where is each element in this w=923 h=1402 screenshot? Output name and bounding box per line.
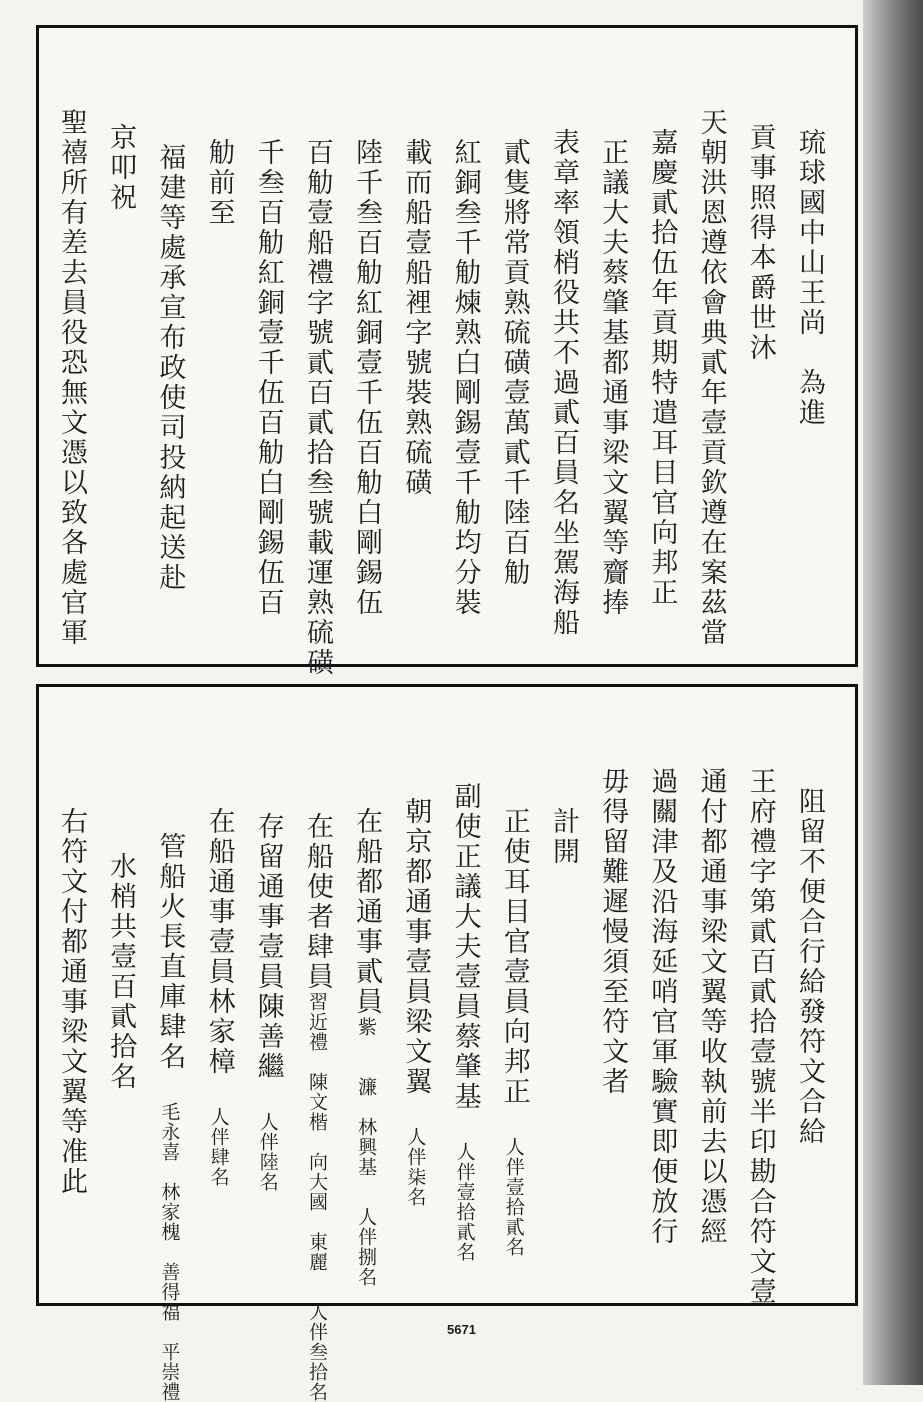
column-note: 人伴叁拾名 [305,1302,328,1402]
text-column [639,687,683,1303]
column-text: 載而船壹船裡字號裝熟硫磺 [400,138,432,498]
column-text: 在船通事壹員林家樟 [203,807,235,1077]
text-column [197,28,241,664]
document-panel-top [36,25,858,678]
sub-names: 習近禮 陳文楷 向大國 東麗 [305,992,328,1272]
column-text: 貳隻將常貢熟硫磺壹萬貳千陸百觔 [498,138,530,588]
column-text: 計開 [547,807,579,867]
text-column [443,687,487,1303]
column-text: 紅銅叁千觔煉熟白剛錫壹千觔均分裝 [449,138,481,618]
column-note: 毛永喜 林家槐 善得福 平崇禮 [158,1102,181,1402]
column-text: 存留通事壹員陳善繼 [252,812,284,1082]
column-note: 人伴壹拾貳名 [453,1142,476,1262]
column-text: 毋得留難遲慢須至符文者 [597,767,629,1097]
column-text: 百觔壹船禮字號貳百貳拾叁號載運熟硫磺 [301,138,333,678]
column-text: 聖禧所有差去員役恐無文憑以致各處官軍 [55,108,87,648]
column-text: 天朝洪恩遵依會典貳年壹貢欽遵在案茲當 [695,108,727,648]
text-column [689,28,733,664]
text-column [246,687,290,1303]
text-column [541,687,585,1303]
text-column [98,28,142,664]
column-note: 人伴肆名 [207,1107,230,1187]
column-text: 正使耳目官壹員向邦正 [498,807,530,1107]
text-column [147,687,191,1402]
column-note: 人伴捌名 [355,1207,378,1287]
text-column [147,28,191,664]
text-column [590,28,634,664]
text-column [738,687,782,1307]
text-column [393,687,437,1303]
column-text: 福建等處承宣布政使司投納起送赴 [154,143,186,593]
column-note: 人伴陸名 [256,1112,279,1192]
column-note: 人伴壹拾貳名 [502,1137,525,1257]
text-column [98,687,142,1303]
column-text: 朝京都通事壹員梁文翼 [400,797,432,1097]
text-column [443,28,487,664]
text-column [689,687,733,1303]
text-column [295,28,339,678]
text-column [639,28,683,664]
column-text: 觔前至 [203,138,235,228]
text-column [197,687,241,1303]
text-column [344,687,388,1303]
page-number: 5671 [447,1322,476,1337]
text-column [344,28,388,664]
text-column [492,28,536,664]
text-column [787,687,831,1303]
column-text: 陸千叁百觔紅銅壹千伍百觔白剛錫伍 [351,138,383,618]
text-columns [39,28,855,678]
column-text: 阻留不便合行給發符文合給 [794,787,825,1147]
text-column [787,28,831,664]
column-text: 通付都通事梁文翼等收執前去以憑經 [695,767,727,1247]
text-column [492,687,536,1303]
column-text: 嘉慶貳拾伍年貢期特遣耳目官向邦正 [646,128,678,608]
binding-shadow [863,0,923,1385]
text-column [541,28,585,664]
column-text: 在船使者肆員 [301,812,333,992]
column-text: 表章率領梢役共不過貳百員名坐駕海船 [547,128,579,638]
text-column [590,687,634,1303]
text-column [246,28,290,664]
column-text: 副使正議大夫壹員蔡肇基 [449,782,481,1112]
text-column [49,687,93,1303]
column-text: 過關津及沿海延哨官軍驗實即便放行 [646,767,678,1247]
text-column [49,28,93,664]
text-column [738,28,782,664]
column-text: 京叩祝 [105,123,137,213]
column-text: 琉球國中山王尚 為進 [794,128,825,428]
column-text: 在船都通事貳員 [351,807,383,1017]
column-text: 正議大夫蔡肇基都通事梁文翼等齎捧 [597,138,629,618]
column-note: 人伴柒名 [404,1127,427,1207]
sub-names: 紫 濂 林興基 [355,1017,378,1177]
column-text: 水梢共壹百貳拾名 [105,852,137,1092]
column-text: 管船火長直庫肆名 [154,832,186,1072]
column-text: 右符文付都通事梁文翼等准此 [55,807,87,1197]
column-text: 王府禮字第貳百貳拾壹號半印勘合符文壹 [744,767,776,1307]
text-column [295,687,339,1402]
column-text: 千叁百觔紅銅壹千伍百觔白剛錫伍百 [252,138,284,618]
column-text: 貢事照得本爵世沐 [744,123,776,363]
text-column [393,28,437,664]
